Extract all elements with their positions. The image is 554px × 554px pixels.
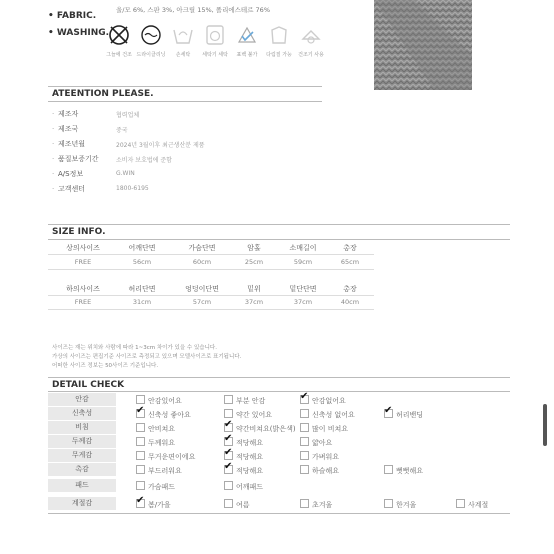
detail-option[interactable] bbox=[224, 423, 296, 434]
detail-mid-rule bbox=[48, 391, 510, 392]
option-label: 초겨울 bbox=[312, 501, 333, 509]
fabric-label: FABRIC. bbox=[56, 11, 97, 21]
size-header: 허리단면 bbox=[128, 285, 156, 293]
option-label: 허리밴딩 bbox=[396, 411, 424, 419]
option-label: 가벼워요 bbox=[312, 453, 340, 461]
option-label: 약간 있어요 bbox=[236, 411, 273, 419]
detail-option[interactable] bbox=[300, 395, 346, 406]
washing-bullet: • bbox=[48, 28, 57, 38]
option-label: 적당해요 bbox=[236, 453, 264, 461]
detail-option[interactable] bbox=[136, 409, 191, 420]
detail-option[interactable] bbox=[136, 423, 175, 434]
size-mid-rule bbox=[48, 239, 510, 240]
option-label: 부분 안감 bbox=[236, 397, 266, 405]
attention-row: · A/S정보 bbox=[52, 170, 84, 178]
size-value: 59cm bbox=[293, 258, 313, 266]
info-label: 제조년월 bbox=[58, 140, 86, 148]
checkbox-checked[interactable] bbox=[300, 395, 309, 404]
detail-row-texture bbox=[48, 463, 510, 477]
no-machine-dry-icon bbox=[108, 24, 130, 46]
option-label: 안비쳐요 bbox=[148, 425, 176, 433]
option-label: 두께워요 bbox=[148, 439, 176, 447]
option-label: 사계절 bbox=[468, 501, 489, 509]
size-header: 엉덩이단면 bbox=[185, 285, 219, 293]
scrollbar-thumb[interactable] bbox=[543, 404, 547, 446]
wash-caption: 손세탁 bbox=[175, 52, 191, 58]
info-label: 고객센터 bbox=[58, 185, 86, 193]
checkbox-checked[interactable] bbox=[136, 409, 145, 418]
checkbox[interactable] bbox=[224, 409, 233, 418]
detail-option[interactable] bbox=[136, 437, 175, 448]
size-header: 총장 bbox=[343, 285, 357, 293]
size-header: 밑단단면 bbox=[289, 285, 317, 293]
info-value: G.WIN bbox=[116, 170, 135, 177]
checkbox[interactable] bbox=[224, 481, 233, 490]
attention-row: · 제조국 bbox=[52, 125, 79, 133]
attention-top-rule bbox=[48, 86, 322, 87]
iron-icon bbox=[268, 24, 290, 46]
checkbox[interactable] bbox=[300, 409, 309, 418]
detail-row-stretch bbox=[48, 407, 510, 421]
size-value: FREE bbox=[74, 298, 92, 306]
fabric-value: 울/모 6%, 스판 3%, 아크릴 15%, 폴리에스테르 76% bbox=[116, 6, 270, 14]
checkbox[interactable] bbox=[384, 465, 393, 474]
detail-row-season bbox=[48, 497, 510, 511]
option-label: 안감없어요 bbox=[312, 397, 346, 405]
wash-caption: 그늘에 건조 bbox=[106, 52, 132, 58]
detail-option[interactable] bbox=[224, 481, 263, 492]
wash-caption: 드라이클리닝 bbox=[136, 52, 166, 58]
detail-option[interactable] bbox=[300, 423, 348, 434]
size-row-rule bbox=[48, 309, 374, 310]
option-label: 신축성 좋아요 bbox=[148, 411, 191, 419]
checkbox[interactable] bbox=[136, 395, 145, 404]
washing-row bbox=[48, 20, 109, 39]
detail-row-pad bbox=[48, 479, 510, 493]
size-header: 어깨단면 bbox=[128, 244, 156, 252]
checkbox[interactable] bbox=[300, 465, 309, 474]
checkbox-checked[interactable] bbox=[224, 423, 233, 432]
detail-option[interactable] bbox=[384, 409, 423, 420]
option-label: 약간비쳐요(밝은색) bbox=[236, 425, 296, 433]
detail-bottom-rule bbox=[48, 513, 510, 514]
size-row-rule bbox=[48, 254, 374, 255]
detail-option[interactable] bbox=[136, 465, 182, 476]
detail-row-lining bbox=[48, 393, 510, 407]
size-note: 어떠한 사이즈 정보는 50사이즈 기준입니다. bbox=[52, 363, 159, 369]
size-note: 사이즈는 재는 위치와 사람에 따라 1~3cm 차이가 있을 수 있습니다. bbox=[52, 345, 217, 351]
detail-row-sheer bbox=[48, 421, 510, 435]
wash-caption: 세탁기 세탁 bbox=[202, 52, 228, 58]
attention-bottom-rule bbox=[48, 101, 322, 102]
product-fabric-image bbox=[374, 0, 472, 90]
detail-option[interactable] bbox=[384, 499, 416, 510]
size-note: 가상의 사이즈는 편집기준 사이즈로 측정되고 있으며 모델사이즈로 표기됩니다. bbox=[52, 354, 242, 360]
checkbox[interactable] bbox=[300, 451, 309, 460]
attention-row: · 제조자 bbox=[52, 110, 79, 118]
option-label: 여름 bbox=[236, 501, 250, 509]
detail-row-head: 계절감 bbox=[48, 497, 116, 510]
size-header: 총장 bbox=[343, 244, 357, 252]
option-label: 신축성 없어요 bbox=[312, 411, 355, 419]
checkbox[interactable] bbox=[300, 423, 309, 432]
size-header: 하의사이즈 bbox=[66, 285, 100, 293]
detail-row-thickness bbox=[48, 435, 510, 449]
info-value: 협력업체 bbox=[116, 112, 140, 119]
checkbox[interactable] bbox=[136, 465, 145, 474]
checkbox[interactable] bbox=[300, 499, 309, 508]
size-header: 상의사이즈 bbox=[66, 244, 100, 252]
size-header: 암홀 bbox=[247, 244, 261, 252]
checkbox[interactable] bbox=[300, 437, 309, 446]
wash-caption: 표백 불가 bbox=[236, 52, 258, 58]
size-top-rule bbox=[48, 224, 510, 225]
detail-row-head: 무게감 bbox=[48, 449, 116, 462]
fabric-bullet: • bbox=[48, 11, 57, 21]
detail-option[interactable] bbox=[300, 499, 332, 510]
detail-row-head: 두께감 bbox=[48, 435, 116, 448]
size-row-rule bbox=[48, 295, 374, 296]
tumble-dry-icon bbox=[300, 24, 322, 46]
size-value: 57cm bbox=[192, 298, 212, 306]
detail-option[interactable] bbox=[136, 481, 175, 492]
checkbox-checked[interactable] bbox=[136, 499, 145, 508]
info-value: 2024년 3월이후 최근생산분 제품 bbox=[116, 142, 205, 149]
option-label: 한겨울 bbox=[396, 501, 417, 509]
detail-option[interactable] bbox=[456, 499, 488, 510]
info-label: 제조국 bbox=[58, 125, 79, 133]
checkbox[interactable] bbox=[136, 423, 145, 432]
wash-caption: 건조기 사용 bbox=[298, 52, 324, 58]
detail-option[interactable] bbox=[300, 465, 339, 476]
detail-title: DETAIL CHECK bbox=[52, 380, 125, 390]
detail-option[interactable] bbox=[224, 499, 250, 510]
detail-top-rule bbox=[48, 377, 510, 378]
size-header: 밑위 bbox=[247, 285, 261, 293]
checkbox[interactable] bbox=[456, 499, 465, 508]
detail-row-head: 안감 bbox=[48, 393, 116, 406]
info-value: 중국 bbox=[116, 127, 128, 134]
option-label: 봄/가을 bbox=[148, 501, 171, 509]
option-label: 무거운편이에요 bbox=[148, 453, 196, 461]
checkbox[interactable] bbox=[384, 499, 393, 508]
option-label: 안감있어요 bbox=[148, 397, 182, 405]
size-value: 31cm bbox=[132, 298, 152, 306]
size-value: 25cm bbox=[244, 258, 264, 266]
size-row-rule bbox=[48, 269, 374, 270]
detail-option[interactable] bbox=[224, 395, 265, 406]
size-header: 소매길이 bbox=[289, 244, 317, 252]
checkbox[interactable] bbox=[136, 451, 145, 460]
detail-option[interactable] bbox=[384, 465, 423, 476]
option-label: 어깨패드 bbox=[236, 483, 264, 491]
option-label: 부드러워요 bbox=[148, 467, 182, 475]
option-label: 많이 비쳐요 bbox=[312, 425, 349, 433]
attention-row: · 제조년월 bbox=[52, 140, 86, 148]
size-value: FREE bbox=[74, 258, 92, 266]
size-header: 가슴단면 bbox=[188, 244, 216, 252]
info-label: 제조자 bbox=[58, 110, 79, 118]
info-value: 1800-6195 bbox=[116, 185, 149, 192]
detail-option[interactable] bbox=[136, 451, 195, 462]
detail-option[interactable] bbox=[300, 409, 355, 420]
size-title: SIZE INFO. bbox=[52, 227, 106, 237]
checkbox-checked[interactable] bbox=[224, 465, 233, 474]
option-label: 얇아요 bbox=[312, 439, 333, 447]
detail-row-head: 신축성 bbox=[48, 407, 116, 420]
size-value: 37cm bbox=[293, 298, 313, 306]
option-label: 뻣뻣해요 bbox=[396, 467, 424, 475]
option-label: 하슬해요 bbox=[312, 467, 340, 475]
size-value: 37cm bbox=[244, 298, 264, 306]
checkbox-checked[interactable] bbox=[384, 409, 393, 418]
size-value: 65cm bbox=[340, 258, 360, 266]
wash-caption: 다림질 가능 bbox=[266, 52, 292, 58]
detail-row-head: 패드 bbox=[48, 479, 116, 492]
machine-wash-icon bbox=[204, 24, 226, 46]
option-label: 적당해요 bbox=[236, 467, 264, 475]
attention-title: ATEENTION PLEASE. bbox=[52, 89, 154, 99]
detail-row-head: 촉감 bbox=[48, 463, 116, 476]
option-label: 가슴패드 bbox=[148, 483, 176, 491]
attention-row: · 품질보증기간 bbox=[52, 155, 99, 163]
detail-option[interactable] bbox=[300, 437, 332, 448]
detail-option[interactable] bbox=[300, 451, 339, 462]
checkbox[interactable] bbox=[136, 437, 145, 446]
checkbox[interactable] bbox=[136, 481, 145, 490]
option-label: 적당해요 bbox=[236, 439, 264, 447]
hand-wash-icon bbox=[172, 24, 194, 46]
info-value: 소비자 보호법에 준함 bbox=[116, 157, 172, 164]
size-value: 56cm bbox=[132, 258, 152, 266]
info-label: 품질보증기간 bbox=[58, 155, 99, 163]
attention-row: · 고객센터 bbox=[52, 185, 86, 193]
bleach-icon bbox=[236, 24, 258, 46]
size-value: 40cm bbox=[340, 298, 360, 306]
checkbox[interactable] bbox=[224, 499, 233, 508]
detail-option[interactable] bbox=[224, 465, 263, 476]
checkbox-checked[interactable] bbox=[224, 451, 233, 460]
detail-option[interactable] bbox=[136, 499, 171, 510]
dry-clean-icon bbox=[140, 24, 162, 46]
checkbox[interactable] bbox=[224, 395, 233, 404]
detail-row-head: 비침 bbox=[48, 421, 116, 434]
washing-label: WASHING. bbox=[56, 28, 110, 38]
checkbox-checked[interactable] bbox=[224, 437, 233, 446]
size-value: 60cm bbox=[192, 258, 212, 266]
detail-row-weight bbox=[48, 449, 510, 463]
info-label: A/S정보 bbox=[58, 170, 84, 178]
